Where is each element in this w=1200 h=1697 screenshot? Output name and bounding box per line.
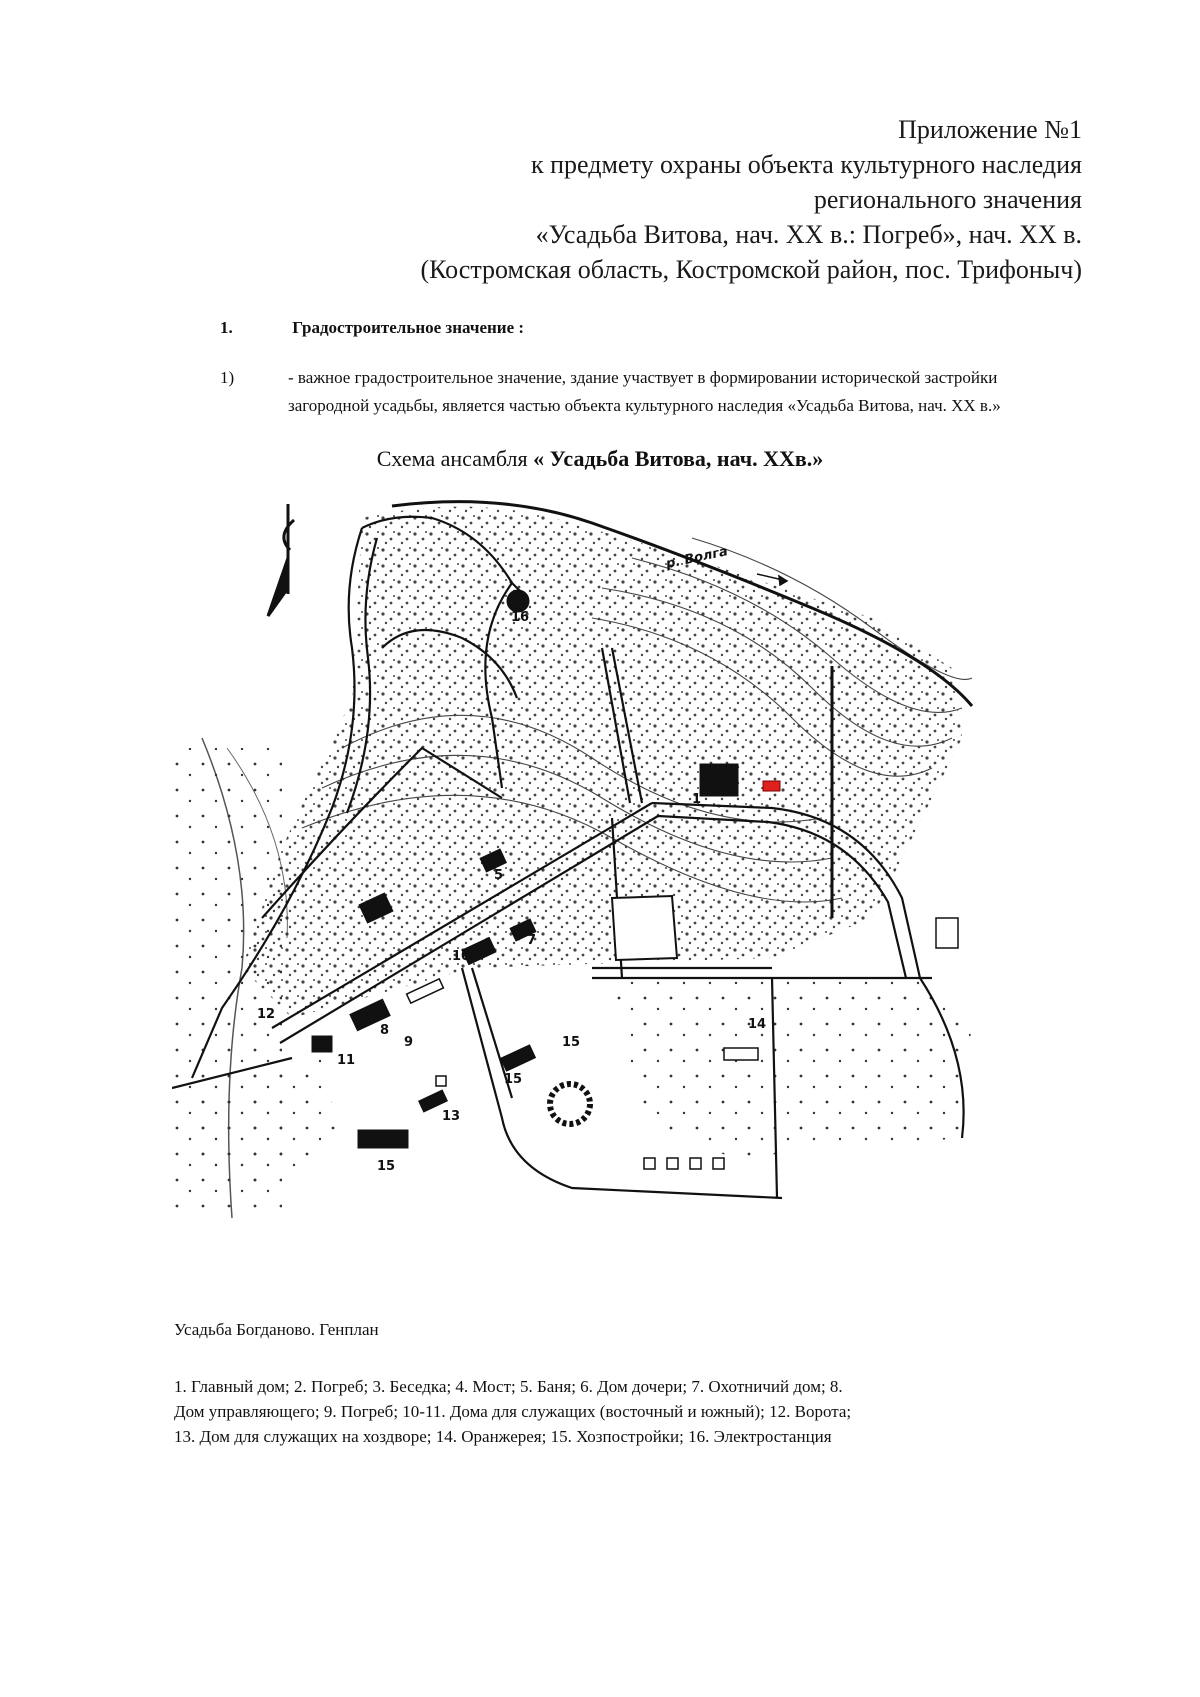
map-label: 5	[494, 868, 504, 883]
map-label: 15	[504, 1072, 523, 1087]
item-text: - важное градостроительное значение, здание участвует в формировании исторической застройки загородной усадьбы, является частью объекта культурного наследия «Усадьба Витова, нач. XX в.»	[288, 368, 1001, 415]
map-label: 15	[562, 1035, 581, 1050]
map-label: 15	[377, 1159, 396, 1174]
map-label: 13	[442, 1109, 461, 1124]
round-pavilion	[550, 1084, 590, 1124]
main-house	[700, 764, 738, 796]
outbuilding	[501, 1045, 536, 1071]
plan-caption: Усадьба Богданово. Генплан	[174, 1320, 379, 1339]
servants-house-south	[312, 1036, 332, 1052]
scheme-title-prefix: Схема ансамбля	[376, 446, 528, 471]
power-station	[507, 590, 529, 612]
scheme-title-bold: « Усадьба Витова, нач. XXв.»	[533, 446, 824, 471]
river-label: р. Волга	[664, 544, 730, 572]
header-line: (Костромская область, Костромской район, пос. Трифоныч)	[420, 255, 1082, 284]
map-label: 7	[527, 933, 537, 948]
header-line: Приложение №1	[898, 115, 1082, 144]
section-heading	[220, 318, 524, 338]
map-label: 12	[257, 1007, 276, 1022]
legend-line: 13. Дом для служащих на хоздворе; 14. Оранжерея; 15. Хозпостройки; 16. Электростанция	[174, 1427, 832, 1446]
cellar-highlight	[763, 781, 780, 791]
map-label: 14	[748, 1017, 767, 1032]
outbuilding-large	[358, 1130, 408, 1148]
estate-site-plan	[172, 498, 1092, 1298]
map-label: 9	[404, 1035, 414, 1050]
map-label: 11	[337, 1053, 356, 1068]
section-title: Градостроительное значение :	[292, 318, 525, 337]
map-label: 10	[452, 949, 471, 964]
header-line: к предмету охраны объекта культурного наследия	[530, 150, 1082, 179]
item-number: 1)	[220, 368, 235, 387]
pond-building	[612, 896, 677, 960]
header-line: регионального значения	[813, 185, 1082, 214]
plan-legend	[174, 1374, 994, 1449]
greenhouse	[724, 1048, 758, 1060]
section-number: 1.	[220, 318, 233, 337]
map-label: 16	[511, 610, 530, 625]
legend-line: Дом управляющего; 9. Погреб; 10-11. Дома для служащих (восточный и южный); 12. Ворота;	[174, 1402, 852, 1421]
header-line: «Усадьба Витова, нач. XX в.: Погреб», нач. XX в.	[535, 220, 1082, 249]
list-item	[220, 364, 1040, 420]
scheme-title	[0, 446, 1200, 472]
legend-line: 1. Главный дом; 2. Погреб; 3. Беседка; 4. Мост; 5. Баня; 6. Дом дочери; 7. Охотничий дом; 8.	[174, 1377, 843, 1396]
map-label: 1	[692, 792, 702, 807]
appendix-header	[182, 112, 1082, 287]
north-arrow	[268, 504, 294, 616]
map-label: 8	[380, 1023, 390, 1038]
